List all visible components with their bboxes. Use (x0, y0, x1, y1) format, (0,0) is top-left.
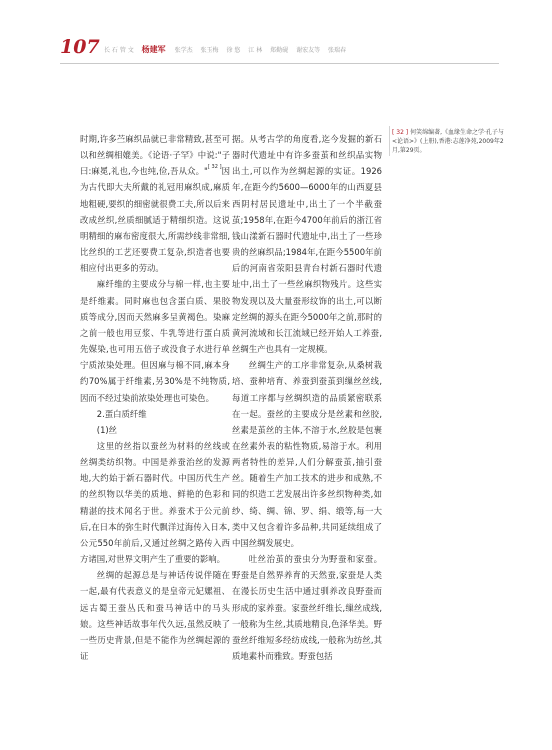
text-column-right (232, 131, 382, 664)
page-number: 107 (60, 36, 100, 58)
paragraph-text: 时期,许多苎麻织品就已非常精致,甚至可以和丝绸相媲美。《论语·子罕》中说:"子曰:麻冕,礼也,今也纯,俭,吾从众。" (80, 134, 230, 177)
footnote-number: [ 32 ] (392, 129, 409, 136)
paragraph-text: 因为古代即大夫所戴的礼冠用麻织成,麻质地粗硬,要织的细密就很费工夫,所以后来改成丝织,丝质细腻适于精细织造。这说明精细的麻布密度很大,所需纱线非常细,比丝织的工艺还要费工复杂,织造者也要相应付出更多的劳动。 (80, 166, 230, 274)
footnote-text: 何笑绵编著,《血缘生命之学·孔子与<论语>》(上册),香港:志莲净苑,2009年2月,第29页。 (392, 129, 504, 154)
paragraph: 吐丝治茧的蚕虫分为野蚕和家蚕。野蚕是自然界养育的天然蚕,家蚕是人类在漫长历史生活中通过驯养改良野蚕而形成的家养蚕。家蚕丝纤维长,缫丝成线,一般称为生丝,其质地精良,色泽华美。野蚕丝纤维短多经纺成线,一般称为纺丝,其质地素朴而雅致。野蚕包括 (232, 554, 382, 661)
breadcrumb-author: 杨建军 (141, 45, 166, 54)
breadcrumb-item: 徐 悠 (226, 47, 241, 54)
breadcrumb-item: 谢宏友等 (296, 47, 321, 54)
breadcrumb-item: 张学杰 (174, 47, 193, 54)
breadcrumb-item: 张玉梅 (200, 47, 219, 54)
footnote-rule (389, 126, 390, 156)
header-rule (60, 63, 499, 64)
paragraph: 据。从考古学的角度看,迄今发掘的新石器时代遗址中有许多蚕茧和丝织品实物出土,可以作为丝绸起源的实证。1926年,在距今约5600—6000年的山西夏县西阴村居民遗址中,出土了一个半截蚕茧;1958年,在距今4700年前后的浙江省钱山漾新石器时代遗址中,出土了一些珍贵的丝麻织品;1984年,在距今5500年前后的河南省荥阳县青台村新石器时代遗址中,出土了一些丝麻织物残片。这些实物发现以及大量蚕形纹饰的出土,可以断定丝绸的源头在距今5000年之前,那时的黄河流域和长江流域已经开始人工养蚕,丝绸生产也具有一定规模。 (232, 134, 382, 355)
footnote (392, 128, 504, 155)
breadcrumb-item: 长 石 管 文 (104, 47, 134, 54)
paragraph: 麻纤维的主要成分与棉一样,也主要是纤维素。同时麻也包含蛋白质、果胶质等成分,因而天然麻多呈黄褐色。染麻之前一般也用豆浆、牛乳等进行蛋白质先媒染,也可用五倍子或没食子水进行单宁质浓染处理。但因麻与棉不同,麻本身约70%属于纤维素,另30%是不纯物质,因而不经过染前浓染处理也可染色。 (80, 279, 230, 403)
paragraph (80, 131, 230, 276)
section-heading: 2.蛋白质纤维 (96, 408, 147, 419)
breadcrumb-item: 郑勤砚 (270, 47, 289, 54)
paragraph: 丝绸的起源总是与神话传说伴随在一起,最有代表意义的是皇帝元妃嫘祖、远古蜀王蚕丛氏和蚕马神话中的马头娘。这些神话故事年代久远,虽然反映了一些历史背景,但是不能作为丝绸起源的证 (80, 570, 230, 661)
text-column-left (80, 131, 230, 664)
breadcrumb (104, 44, 352, 55)
footnote-ref: [ 32 ] (207, 164, 222, 171)
subsection-heading: (1)丝 (96, 424, 118, 435)
page-header (0, 0, 552, 70)
breadcrumb-item: 江 林 (248, 47, 263, 54)
paragraph: 丝绸生产的工序非常复杂,从桑树栽培、蚕种培育、养蚕到蚕茧到缫丝丝线,每道工序都与丝绸织造的品质紧密联系在一起。蚕丝的主要成分是丝素和丝胶,丝素是茧丝的主体,不溶于水,丝胶是包裹在丝素外表的粘性物质,易溶于水。利用两者特性的差异,人们分解蚕茧,抽引蚕丝。随着生产加工技术的进步和成熟,不同的织造工艺发展出许多丝织物种类,如纱、绮、绸、锦、罗、绢、缎等,每一大类中又包含着许多品种,共同延续组成了中国丝绸发展史。 (232, 360, 382, 548)
paragraph: 这里的丝指以蚕丝为材料的丝线或丝绸类纺织物。中国是养蚕治丝的发源地,大约始于新石器时代。中国历代生产的丝织物以华美的质地、鲜艳的色彩和精湛的技术闻名于世。养蚕术于公元前后,在日本的弥生时代飘洋过海传入日本,公元550年前后,又通过丝绸之路传入西方诸国,对世界文明产生了重要的影响。 (80, 440, 230, 565)
breadcrumb-item: 张瑞春 (328, 47, 347, 54)
